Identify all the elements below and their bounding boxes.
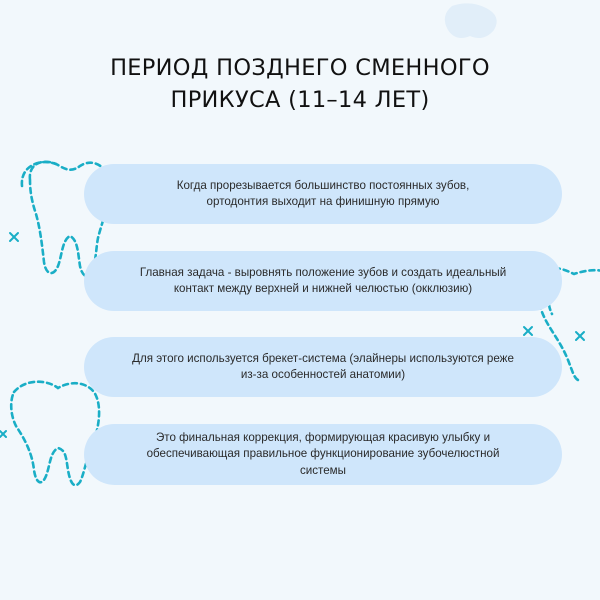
title-line: ПЕРИОД ПОЗДНЕГО СМЕННОГО [110, 55, 490, 81]
info-text: контакт между верхней и нижней челюстью (окклюзию) [173, 282, 473, 295]
page-title [0, 52, 600, 116]
info-text: Для этого используется брекет-система (элайнеры используются реже [132, 351, 514, 365]
info-text: ортодонтия выходит на финишную прямую [206, 195, 440, 208]
info-card [84, 251, 562, 311]
info-text: обеспечивающая правильное функционирование зубочелюстной [146, 447, 500, 461]
info-text: из-за особенностей анатомии) [240, 368, 406, 381]
info-card [84, 337, 562, 397]
info-text: Это финальная коррекция, формирующая красивую улыбку и [155, 430, 491, 444]
info-card [84, 164, 562, 224]
info-text: Главная задача - выровнять положение зубов и создать идеальный [139, 265, 507, 279]
title-line: ПРИКУСА (11–14 ЛЕТ) [170, 87, 430, 113]
info-card [84, 424, 562, 485]
info-text: системы [299, 463, 346, 477]
info-text: Когда прорезывается большинство постоянных зубов, [176, 178, 470, 192]
